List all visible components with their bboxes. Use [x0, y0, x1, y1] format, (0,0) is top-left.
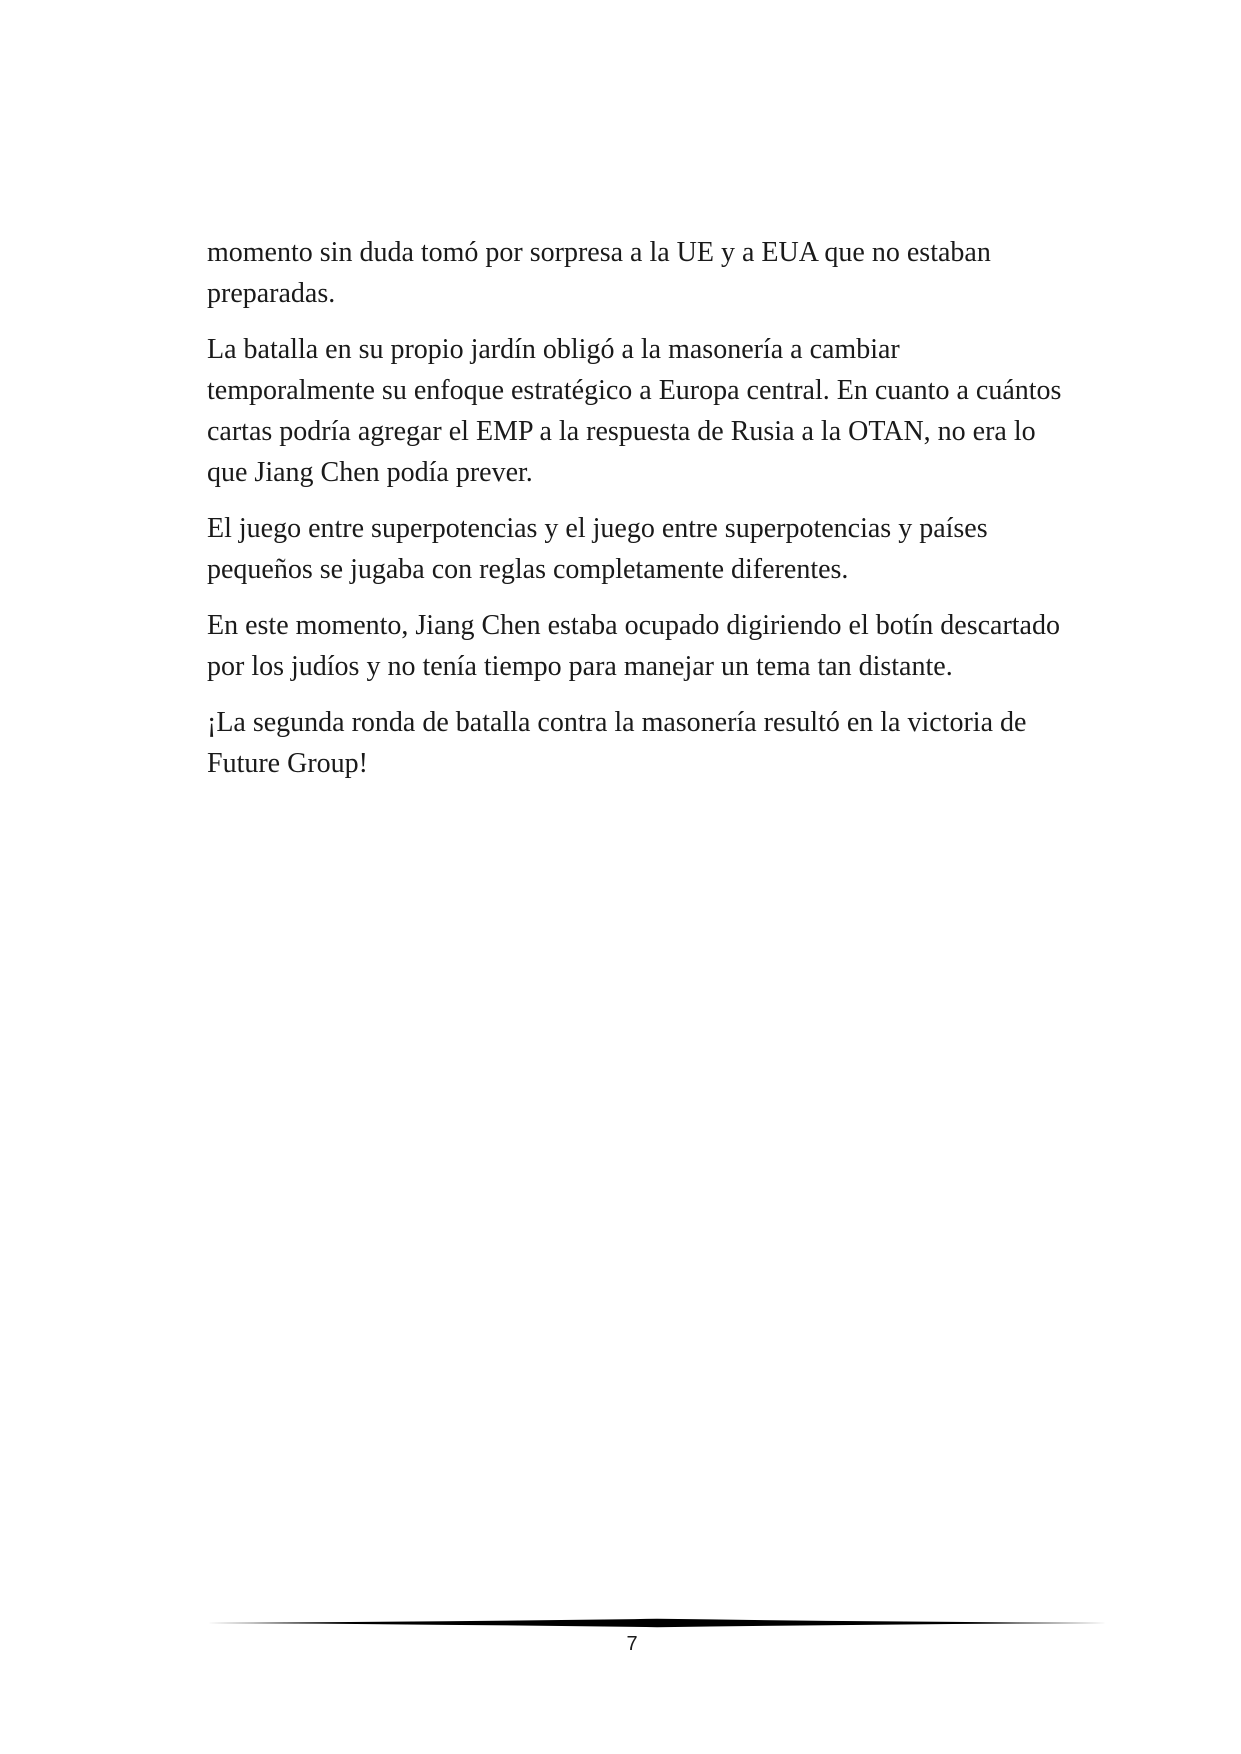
footer-rule: [207, 1616, 1107, 1630]
paragraph-4: En este momento, Jiang Chen estaba ocupado digiriendo el botín descartado por los judíos y no tenía tiempo para manejar un tema tan distante.: [207, 610, 1060, 682]
paragraph-5: ¡La segunda ronda de batalla contra la masonería resultó en la victoria de Future Group!: [207, 707, 1027, 779]
page-number: 7: [626, 1633, 638, 1655]
paragraph-2: La batalla en su propio jardín obligó a la masonería a cambiar temporalmente su enfoque estratégico a Europa central. En cuanto a cuántos cartas podría agregar el EMP a la respuesta de Rusia a la OTAN, no era lo que Jiang Chen podía prever.: [207, 334, 1062, 488]
paragraph-1: momento sin duda tomó por sorpresa a la UE y a EUA que no estaban preparadas.: [207, 237, 991, 309]
paragraph-3: El juego entre superpotencias y el juego entre superpotencias y países pequeños se jugaba con reglas completamente diferentes.: [207, 513, 988, 585]
body-text: [207, 232, 1067, 799]
